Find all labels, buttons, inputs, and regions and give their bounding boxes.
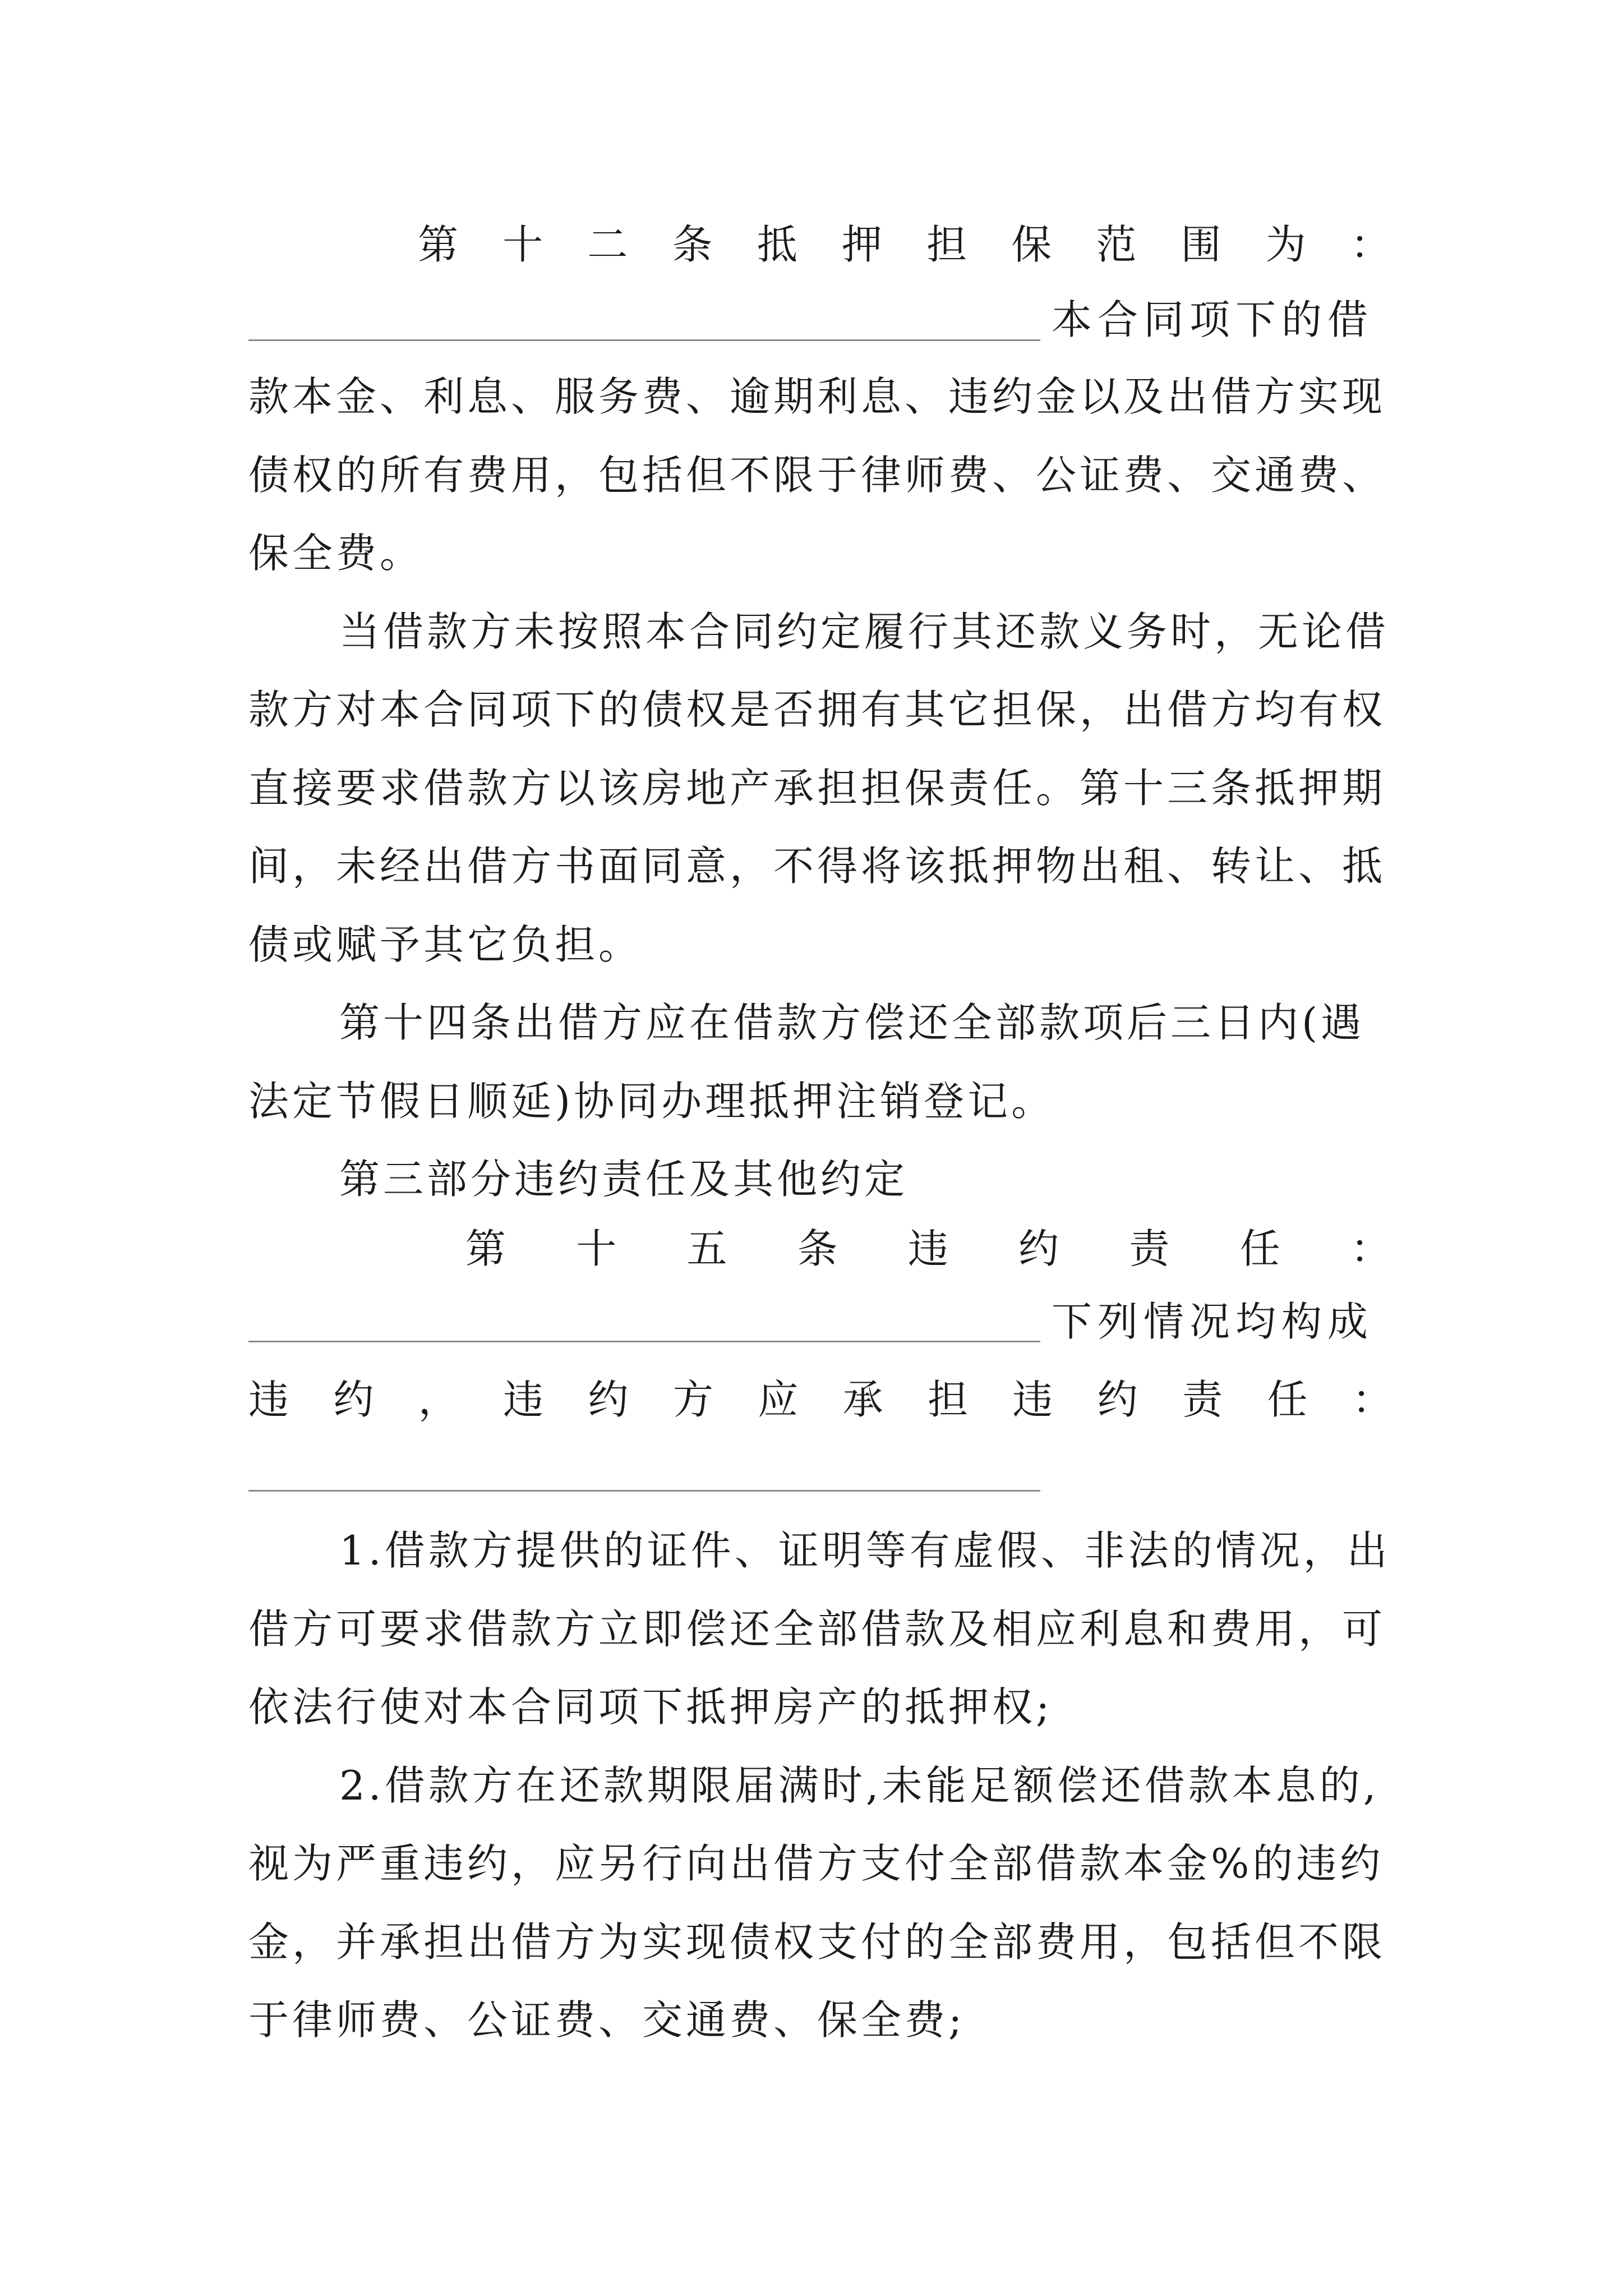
heading-char: 五 <box>686 1225 727 1272</box>
heading-char: 违 <box>907 1225 948 1272</box>
fill-in-blank-line <box>248 1341 1040 1342</box>
line-char: 责 <box>1182 1376 1223 1423</box>
item-2-line: 2.借款方在还款期限届满时,未能足额偿还借款本息的, <box>339 1762 1380 1809</box>
item-1-line: 借方可要求借款方立即偿还全部借款及相应利息和费用，可 <box>248 1605 1386 1653</box>
item-2-line: 金，并承担出借方为实现债权支付的全部费用，包括但不限 <box>248 1918 1386 1966</box>
heading-char: 为 <box>1265 221 1306 268</box>
line-char: ： <box>1352 1376 1393 1423</box>
guarantee-paragraph-line: 当借款方未按照本合同约定履行其还款义务时，无论借 <box>339 608 1390 655</box>
heading-char: ： <box>1350 221 1391 268</box>
line-char: 约 <box>588 1376 629 1423</box>
article-12-line: 保全费。 <box>248 530 424 577</box>
line-char: 违 <box>248 1376 289 1423</box>
heading-char: 十 <box>502 221 543 268</box>
heading-char: 范 <box>1096 221 1137 268</box>
item-1-line: 1.借款方提供的证件、证明等有虚假、非法的情况，出 <box>339 1527 1391 1574</box>
article-15-line <box>248 1366 1393 1433</box>
heading-char: 二 <box>587 221 628 268</box>
heading-char: 担 <box>926 221 967 268</box>
line-char: ， <box>418 1376 459 1423</box>
line-char: 任 <box>1267 1376 1308 1423</box>
line-char: 约 <box>1097 1376 1138 1423</box>
line-char: 方 <box>672 1376 713 1423</box>
line-char: 违 <box>503 1376 544 1423</box>
heading-char: 条 <box>797 1225 838 1272</box>
line-char: 承 <box>842 1376 883 1423</box>
heading-char: 保 <box>1011 221 1052 268</box>
line-char: 担 <box>928 1376 969 1423</box>
article-14-line: 法定节假日顺延)协同办理抵押注销登记。 <box>248 1078 1055 1125</box>
heading-char: 十 <box>576 1225 617 1272</box>
heading-char: 第 <box>418 221 459 268</box>
heading-char: 围 <box>1181 221 1221 268</box>
article-15-tail: 下列情况均构成 <box>1052 1298 1374 1345</box>
heading-char: 约 <box>1018 1225 1059 1272</box>
fill-in-blank-line <box>248 1490 1040 1492</box>
guarantee-paragraph-line: 款方对本合同项下的债权是否拥有其它担保，出借方均有权 <box>248 686 1386 733</box>
line-char: 违 <box>1012 1376 1053 1423</box>
guarantee-paragraph-line: 债或赋予其它负担。 <box>248 921 643 968</box>
article-14-line: 第十四条出借方应在借款方偿还全部款项后三日内(遇 <box>339 999 1365 1046</box>
article-12-line: 债权的所有费用，包括但不限于律师费、公证费、交通费、 <box>248 452 1386 499</box>
item-2-line: 视为严重违约，应另行向出借方支付全部借款本金%的违约 <box>248 1840 1384 1887</box>
line-char: 应 <box>758 1376 799 1423</box>
article-12-heading <box>418 211 1391 278</box>
item-1-line: 依法行使对本合同项下抵押房产的抵押权; <box>248 1683 1053 1731</box>
item-2-line: 于律师费、公证费、交通费、保全费; <box>248 1996 966 2044</box>
article-12-tail: 本合同项下的借 <box>1052 296 1374 343</box>
article-12-line: 款本金、利息、服务费、逾期利息、违约金以及出借方实现 <box>248 373 1386 420</box>
heading-char: 责 <box>1129 1225 1170 1272</box>
guarantee-paragraph-line: 间，未经出借方书面同意，不得将该抵押物出租、转让、抵 <box>248 843 1386 890</box>
heading-char: 第 <box>465 1225 506 1272</box>
guarantee-paragraph-line: 直接要求借款方以该房地产承担担保责任。第十三条抵押期 <box>248 765 1386 812</box>
fill-in-blank-line <box>248 339 1040 341</box>
part-3-heading: 第三部分违约责任及其他约定 <box>339 1156 909 1203</box>
heading-char: 押 <box>841 221 882 268</box>
heading-char: 任 <box>1239 1225 1280 1272</box>
heading-char: 抵 <box>757 221 797 268</box>
heading-char: 条 <box>672 221 713 268</box>
heading-char: ： <box>1350 1225 1391 1272</box>
article-15-heading <box>465 1215 1391 1282</box>
line-char: 约 <box>333 1376 374 1423</box>
